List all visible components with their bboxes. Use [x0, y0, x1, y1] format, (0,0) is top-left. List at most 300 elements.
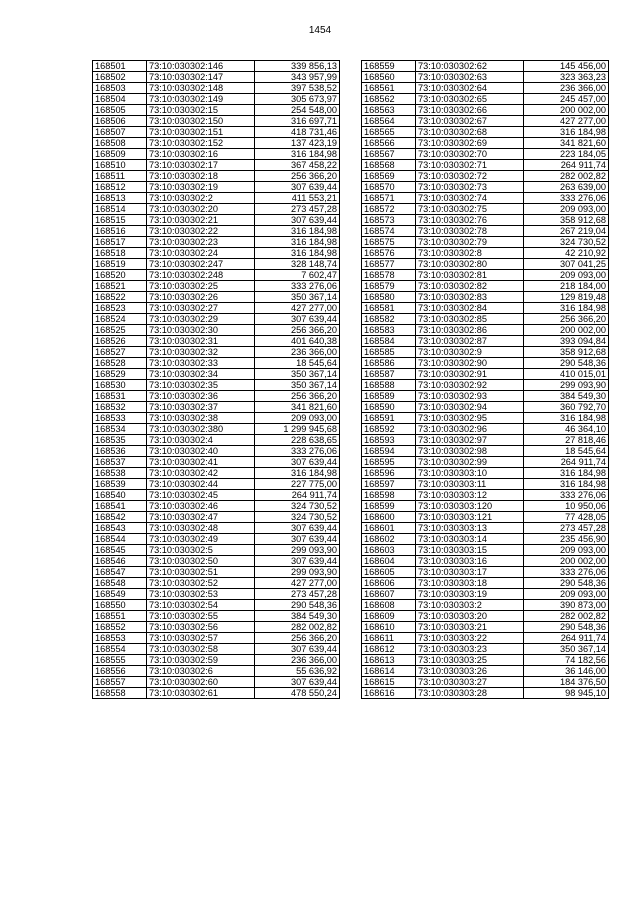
- cadastral-value-cell: 263 639,00: [524, 182, 609, 193]
- cadastral-number-cell: 73:10:030302:91: [416, 369, 524, 380]
- cadastral-number-cell: 73:10:030302:96: [416, 424, 524, 435]
- row-number-cell: 168597: [362, 479, 416, 490]
- row-number-cell: 168536: [93, 446, 147, 457]
- table-row: [93, 281, 340, 292]
- cadastral-number-cell: 73:10:030302:58: [147, 644, 255, 655]
- table-row: [362, 567, 609, 578]
- cadastral-number-cell: 73:10:030302:40: [147, 446, 255, 457]
- cadastral-value-cell: 360 792,70: [524, 402, 609, 413]
- cadastral-value-cell: 316 184,98: [524, 303, 609, 314]
- cadastral-value-cell: 236 366,00: [255, 655, 340, 666]
- table-row: [362, 248, 609, 259]
- table-row: [93, 226, 340, 237]
- cadastral-value-cell: 316 184,98: [255, 149, 340, 160]
- cadastral-number-cell: 73:10:030303:22: [416, 633, 524, 644]
- cadastral-number-cell: 73:10:030302:75: [416, 204, 524, 215]
- cadastral-value-cell: 256 366,20: [255, 633, 340, 644]
- row-number-cell: 168611: [362, 633, 416, 644]
- table-row: [93, 688, 340, 699]
- row-number-cell: 168549: [93, 589, 147, 600]
- table-row: [362, 369, 609, 380]
- cadastral-number-cell: 73:10:030302:146: [147, 61, 255, 72]
- cadastral-number-cell: 73:10:030302:26: [147, 292, 255, 303]
- row-number-cell: 168519: [93, 259, 147, 270]
- cadastral-number-cell: 73:10:030302:150: [147, 116, 255, 127]
- cadastral-number-cell: 73:10:030303:20: [416, 611, 524, 622]
- row-number-cell: 168574: [362, 226, 416, 237]
- cadastral-value-cell: 98 945,10: [524, 688, 609, 699]
- cadastral-value-cell: 256 366,20: [255, 325, 340, 336]
- row-number-cell: 168523: [93, 303, 147, 314]
- cadastral-number-cell: 73:10:030302:35: [147, 380, 255, 391]
- table-row: [93, 369, 340, 380]
- cadastral-value-cell: 401 640,38: [255, 336, 340, 347]
- cadastral-number-cell: 73:10:030302:20: [147, 204, 255, 215]
- cadastral-number-cell: 73:10:030303:26: [416, 666, 524, 677]
- table-row: [93, 182, 340, 193]
- cadastral-number-cell: 73:10:030302:32: [147, 347, 255, 358]
- table-row: [362, 193, 609, 204]
- cadastral-number-cell: 73:10:030302:45: [147, 490, 255, 501]
- table-row: [93, 347, 340, 358]
- cadastral-number-cell: 73:10:030303:25: [416, 655, 524, 666]
- cadastral-value-cell: 328 148,74: [255, 259, 340, 270]
- cadastral-value-cell: 273 457,28: [524, 523, 609, 534]
- table-row: [362, 688, 609, 699]
- cadastral-number-cell: 73:10:030302:82: [416, 281, 524, 292]
- table-row: [93, 358, 340, 369]
- row-number-cell: 168607: [362, 589, 416, 600]
- row-number-cell: 168606: [362, 578, 416, 589]
- cadastral-value-cell: 223 184,05: [524, 149, 609, 160]
- cadastral-value-cell: 427 277,00: [524, 116, 609, 127]
- row-number-cell: 168541: [93, 501, 147, 512]
- table-row: [362, 490, 609, 501]
- row-number-cell: 168605: [362, 567, 416, 578]
- row-number-cell: 168538: [93, 468, 147, 479]
- row-number-cell: 168572: [362, 204, 416, 215]
- row-number-cell: 168552: [93, 622, 147, 633]
- cadastral-number-cell: 73:10:030302:64: [416, 83, 524, 94]
- table-row: [93, 314, 340, 325]
- cadastral-number-cell: 73:10:030302:23: [147, 237, 255, 248]
- row-number-cell: 168501: [93, 61, 147, 72]
- cadastral-value-cell: 256 366,20: [255, 171, 340, 182]
- cadastral-number-cell: 73:10:030302:73: [416, 182, 524, 193]
- cadastral-value-cell: 305 673,97: [255, 94, 340, 105]
- row-number-cell: 168553: [93, 633, 147, 644]
- table-row: [93, 666, 340, 677]
- table-row: [362, 215, 609, 226]
- table-row: [93, 94, 340, 105]
- table-row: [362, 171, 609, 182]
- row-number-cell: 168548: [93, 578, 147, 589]
- table-row: [93, 237, 340, 248]
- cadastral-value-cell: 209 093,00: [524, 545, 609, 556]
- cadastral-number-cell: 73:10:030302:25: [147, 281, 255, 292]
- cadastral-number-cell: 73:10:030302:81: [416, 270, 524, 281]
- row-number-cell: 168583: [362, 325, 416, 336]
- table-row: [362, 622, 609, 633]
- cadastral-number-cell: 73:10:030303:12: [416, 490, 524, 501]
- table-row: [93, 61, 340, 72]
- cadastral-number-cell: 73:10:030302:38: [147, 413, 255, 424]
- cadastral-number-cell: 73:10:030302:19: [147, 182, 255, 193]
- table-row: [93, 325, 340, 336]
- cadastral-number-cell: 73:10:030302:54: [147, 600, 255, 611]
- cadastral-value-cell: 18 545,64: [524, 446, 609, 457]
- table-row: [362, 523, 609, 534]
- table-row: [93, 72, 340, 83]
- cadastral-value-cell: 316 184,98: [255, 468, 340, 479]
- table-row: [362, 556, 609, 567]
- row-number-cell: 168573: [362, 215, 416, 226]
- row-number-cell: 168587: [362, 369, 416, 380]
- cadastral-number-cell: 73:10:030302:60: [147, 677, 255, 688]
- row-number-cell: 168584: [362, 336, 416, 347]
- row-number-cell: 168556: [93, 666, 147, 677]
- row-number-cell: 168525: [93, 325, 147, 336]
- table-row: [93, 644, 340, 655]
- cadastral-value-cell: 209 093,00: [255, 413, 340, 424]
- cadastral-value-cell: 299 093,90: [524, 380, 609, 391]
- cadastral-number-cell: 73:10:030302:66: [416, 105, 524, 116]
- row-number-cell: 168551: [93, 611, 147, 622]
- cadastral-value-cell: 290 548,36: [524, 622, 609, 633]
- cadastral-value-cell: 264 911,74: [524, 160, 609, 171]
- row-number-cell: 168602: [362, 534, 416, 545]
- cadastral-value-cell: 358 912,68: [524, 215, 609, 226]
- row-number-cell: 168531: [93, 391, 147, 402]
- row-number-cell: 168529: [93, 369, 147, 380]
- cadastral-value-cell: 282 002,82: [524, 611, 609, 622]
- table-row: [362, 534, 609, 545]
- table-row: [362, 578, 609, 589]
- cadastral-number-cell: 73:10:030302:76: [416, 215, 524, 226]
- cadastral-number-cell: 73:10:030303:27: [416, 677, 524, 688]
- cadastral-number-cell: 73:10:030302:97: [416, 435, 524, 446]
- table-row: [93, 149, 340, 160]
- table-row: [362, 457, 609, 468]
- cadastral-number-cell: 73:10:030302:84: [416, 303, 524, 314]
- cadastral-value-cell: 209 093,00: [524, 589, 609, 600]
- row-number-cell: 168588: [362, 380, 416, 391]
- cadastral-number-cell: 73:10:030302:65: [416, 94, 524, 105]
- table-row: [93, 468, 340, 479]
- cadastral-value-cell: 145 456,00: [524, 61, 609, 72]
- cadastral-number-cell: 73:10:030302:37: [147, 402, 255, 413]
- cadastral-value-cell: 397 538,52: [255, 83, 340, 94]
- cadastral-value-cell: 307 639,44: [255, 556, 340, 567]
- row-number-cell: 168589: [362, 391, 416, 402]
- cadastral-number-cell: 73:10:030302:5: [147, 545, 255, 556]
- cadastral-number-cell: 73:10:030303:18: [416, 578, 524, 589]
- cadastral-value-cell: 324 730,52: [255, 501, 340, 512]
- cadastral-value-cell: 129 819,48: [524, 292, 609, 303]
- table-row: [93, 83, 340, 94]
- table-row: [93, 457, 340, 468]
- cadastral-value-cell: 307 639,44: [255, 182, 340, 193]
- row-number-cell: 168537: [93, 457, 147, 468]
- cadastral-value-cell: 236 366,00: [524, 83, 609, 94]
- cadastral-number-cell: 73:10:030303:15: [416, 545, 524, 556]
- cadastral-number-cell: 73:10:030302:56: [147, 622, 255, 633]
- table-row: [93, 380, 340, 391]
- cadastral-value-cell: 273 457,28: [255, 204, 340, 215]
- cadastral-number-cell: 73:10:030302:85: [416, 314, 524, 325]
- table-row: [93, 336, 340, 347]
- cadastral-number-cell: 73:10:030302:21: [147, 215, 255, 226]
- cadastral-value-cell: 316 184,98: [255, 248, 340, 259]
- cadastral-value-cell: 264 911,74: [255, 490, 340, 501]
- cadastral-number-cell: 73:10:030302:63: [416, 72, 524, 83]
- cadastral-value-cell: 200 002,00: [524, 556, 609, 567]
- table-row: [362, 61, 609, 72]
- cadastral-value-cell: 358 912,68: [524, 347, 609, 358]
- cadastral-value-cell: 393 094,84: [524, 336, 609, 347]
- cadastral-value-cell: 307 639,44: [255, 314, 340, 325]
- table-row: [362, 116, 609, 127]
- row-number-cell: 168560: [362, 72, 416, 83]
- table-row: [93, 677, 340, 688]
- row-number-cell: 168577: [362, 259, 416, 270]
- cadastral-value-cell: 339 856,13: [255, 61, 340, 72]
- page-number: 1454: [308, 25, 332, 36]
- table-row: [93, 204, 340, 215]
- cadastral-number-cell: 73:10:030302:27: [147, 303, 255, 314]
- cadastral-value-cell: 7 602,47: [255, 270, 340, 281]
- cadastral-number-cell: 73:10:030302:72: [416, 171, 524, 182]
- row-number-cell: 168580: [362, 292, 416, 303]
- table-row: [93, 512, 340, 523]
- cadastral-number-cell: 73:10:030302:57: [147, 633, 255, 644]
- table-row: [93, 127, 340, 138]
- cadastral-value-cell: 323 363,23: [524, 72, 609, 83]
- table-row: [93, 105, 340, 116]
- cadastral-value-cell: 316 184,98: [524, 413, 609, 424]
- cadastral-number-cell: 73:10:030302:151: [147, 127, 255, 138]
- cadastral-value-cell: 418 731,46: [255, 127, 340, 138]
- table-row: [93, 171, 340, 182]
- cadastral-value-cell: 235 456,90: [524, 534, 609, 545]
- cadastral-number-cell: 73:10:030302:80: [416, 259, 524, 270]
- row-number-cell: 168614: [362, 666, 416, 677]
- table-row: [93, 633, 340, 644]
- cadastral-number-cell: 73:10:030303:16: [416, 556, 524, 567]
- cadastral-number-cell: 73:10:030302:50: [147, 556, 255, 567]
- cadastral-number-cell: 73:10:030302:44: [147, 479, 255, 490]
- cadastral-number-cell: 73:10:030302:41: [147, 457, 255, 468]
- table-row: [362, 83, 609, 94]
- cadastral-number-cell: 73:10:030302:98: [416, 446, 524, 457]
- cadastral-number-cell: 73:10:030302:46: [147, 501, 255, 512]
- table-row: [93, 138, 340, 149]
- table-row: [362, 138, 609, 149]
- table-row: [362, 149, 609, 160]
- cadastral-value-cell: 341 821,60: [524, 138, 609, 149]
- row-number-cell: 168565: [362, 127, 416, 138]
- cadastral-number-cell: 73:10:030302:247: [147, 259, 255, 270]
- cadastral-value-cell: 290 548,36: [524, 358, 609, 369]
- cadastral-number-cell: 73:10:030302:47: [147, 512, 255, 523]
- row-number-cell: 168547: [93, 567, 147, 578]
- table-row: [362, 303, 609, 314]
- cadastral-number-cell: 73:10:030302:67: [416, 116, 524, 127]
- table-row: [362, 94, 609, 105]
- table-row: [362, 545, 609, 556]
- row-number-cell: 168601: [362, 523, 416, 534]
- cadastral-number-cell: 73:10:030302:147: [147, 72, 255, 83]
- row-number-cell: 168504: [93, 94, 147, 105]
- row-number-cell: 168522: [93, 292, 147, 303]
- cadastral-value-cell: 267 219,04: [524, 226, 609, 237]
- cadastral-value-cell: 254 548,00: [255, 105, 340, 116]
- cadastral-value-cell: 137 423,19: [255, 138, 340, 149]
- cadastral-value-cell: 256 366,20: [524, 314, 609, 325]
- row-number-cell: 168595: [362, 457, 416, 468]
- row-number-cell: 168533: [93, 413, 147, 424]
- cadastral-value-cell: 77 428,05: [524, 512, 609, 523]
- cadastral-value-cell: 200 002,00: [524, 105, 609, 116]
- cadastral-value-cell: 46 364,10: [524, 424, 609, 435]
- table-row: [93, 556, 340, 567]
- cadastral-value-cell: 427 277,00: [255, 578, 340, 589]
- cadastral-value-cell: 307 639,44: [255, 523, 340, 534]
- table-row: [93, 424, 340, 435]
- row-number-cell: 168568: [362, 160, 416, 171]
- cadastral-value-cell: 307 639,44: [255, 677, 340, 688]
- table-row: [362, 677, 609, 688]
- row-number-cell: 168535: [93, 435, 147, 446]
- cadastral-value-cell: 307 639,44: [255, 534, 340, 545]
- table-row: [93, 490, 340, 501]
- row-number-cell: 168578: [362, 270, 416, 281]
- row-number-cell: 168579: [362, 281, 416, 292]
- row-number-cell: 168608: [362, 600, 416, 611]
- row-number-cell: 168518: [93, 248, 147, 259]
- cadastral-value-cell: 209 093,00: [524, 204, 609, 215]
- cadastral-value-cell: 282 002,82: [255, 622, 340, 633]
- row-number-cell: 168590: [362, 402, 416, 413]
- table-row: [362, 105, 609, 116]
- cadastral-value-cell: 324 730,52: [524, 237, 609, 248]
- cadastral-value-cell: 316 184,98: [255, 237, 340, 248]
- cadastral-number-cell: 73:10:030302:2: [147, 193, 255, 204]
- cadastral-number-cell: 73:10:030303:11: [416, 479, 524, 490]
- row-number-cell: 168554: [93, 644, 147, 655]
- table-row: [362, 72, 609, 83]
- table-row: [93, 435, 340, 446]
- table-row: [93, 501, 340, 512]
- row-number-cell: 168544: [93, 534, 147, 545]
- cadastral-number-cell: 73:10:030302:53: [147, 589, 255, 600]
- row-number-cell: 168559: [362, 61, 416, 72]
- cadastral-number-cell: 73:10:030302:149: [147, 94, 255, 105]
- row-number-cell: 168503: [93, 83, 147, 94]
- table-row: [93, 292, 340, 303]
- row-number-cell: 168545: [93, 545, 147, 556]
- table-row: [362, 292, 609, 303]
- table-row: [362, 402, 609, 413]
- cadastral-value-cell: 384 549,30: [255, 611, 340, 622]
- row-number-cell: 168511: [93, 171, 147, 182]
- cadastral-number-cell: 73:10:030302:79: [416, 237, 524, 248]
- table-row: [362, 325, 609, 336]
- cadastral-number-cell: 73:10:030302:8: [416, 248, 524, 259]
- row-number-cell: 168502: [93, 72, 147, 83]
- cadastral-number-cell: 73:10:030302:15: [147, 105, 255, 116]
- row-number-cell: 168561: [362, 83, 416, 94]
- table-row: [93, 116, 340, 127]
- cadastral-number-cell: 73:10:030302:4: [147, 435, 255, 446]
- row-number-cell: 168598: [362, 490, 416, 501]
- row-number-cell: 168546: [93, 556, 147, 567]
- row-number-cell: 168543: [93, 523, 147, 534]
- cadastral-value-cell: 209 093,00: [524, 270, 609, 281]
- row-number-cell: 168509: [93, 149, 147, 160]
- table-row: [93, 523, 340, 534]
- cadastral-value-cell: 55 636,92: [255, 666, 340, 677]
- table-row: [93, 545, 340, 556]
- row-number-cell: 168555: [93, 655, 147, 666]
- cadastral-value-cell: 316 184,98: [524, 127, 609, 138]
- cadastral-value-cell: 290 548,36: [524, 578, 609, 589]
- table-row: [362, 358, 609, 369]
- cadastral-number-cell: 73:10:030302:16: [147, 149, 255, 160]
- table-row: [93, 303, 340, 314]
- cadastral-number-cell: 73:10:030302:30: [147, 325, 255, 336]
- cadastral-value-cell: 245 457,00: [524, 94, 609, 105]
- row-number-cell: 168532: [93, 402, 147, 413]
- row-number-cell: 168510: [93, 160, 147, 171]
- table-row: [93, 534, 340, 545]
- row-number-cell: 168539: [93, 479, 147, 490]
- table-row: [93, 589, 340, 600]
- cadastral-value-cell: 256 366,20: [255, 391, 340, 402]
- table-row: [362, 160, 609, 171]
- cadastral-value-cell: 350 367,14: [524, 644, 609, 655]
- cadastral-number-cell: 73:10:030302:48: [147, 523, 255, 534]
- cadastral-value-cell: 228 638,65: [255, 435, 340, 446]
- row-number-cell: 168520: [93, 270, 147, 281]
- cadastral-value-cell: 1 299 945,68: [255, 424, 340, 435]
- table-row: [362, 512, 609, 523]
- table-row: [362, 347, 609, 358]
- row-number-cell: 168609: [362, 611, 416, 622]
- row-number-cell: 168534: [93, 424, 147, 435]
- cadastral-value-cell: 343 957,99: [255, 72, 340, 83]
- row-number-cell: 168604: [362, 556, 416, 567]
- row-number-cell: 168527: [93, 347, 147, 358]
- row-number-cell: 168507: [93, 127, 147, 138]
- cadastral-number-cell: 73:10:030302:59: [147, 655, 255, 666]
- cadastral-value-cell: 282 002,82: [524, 171, 609, 182]
- table-row: [93, 600, 340, 611]
- cadastral-value-cell: 316 697,71: [255, 116, 340, 127]
- cadastral-value-cell: 264 911,74: [524, 633, 609, 644]
- cadastral-number-cell: 73:10:030302:83: [416, 292, 524, 303]
- cadastral-number-cell: 73:10:030302:31: [147, 336, 255, 347]
- cadastral-number-cell: 73:10:030302:95: [416, 413, 524, 424]
- cadastral-value-cell: 411 553,21: [255, 193, 340, 204]
- cadastral-value-cell: 341 821,60: [255, 402, 340, 413]
- cadastral-number-cell: 73:10:030302:62: [416, 61, 524, 72]
- row-number-cell: 168585: [362, 347, 416, 358]
- table-row: [362, 600, 609, 611]
- row-number-cell: 168506: [93, 116, 147, 127]
- cadastral-number-cell: 73:10:030302:70: [416, 149, 524, 160]
- cadastral-table-right: [361, 60, 609, 699]
